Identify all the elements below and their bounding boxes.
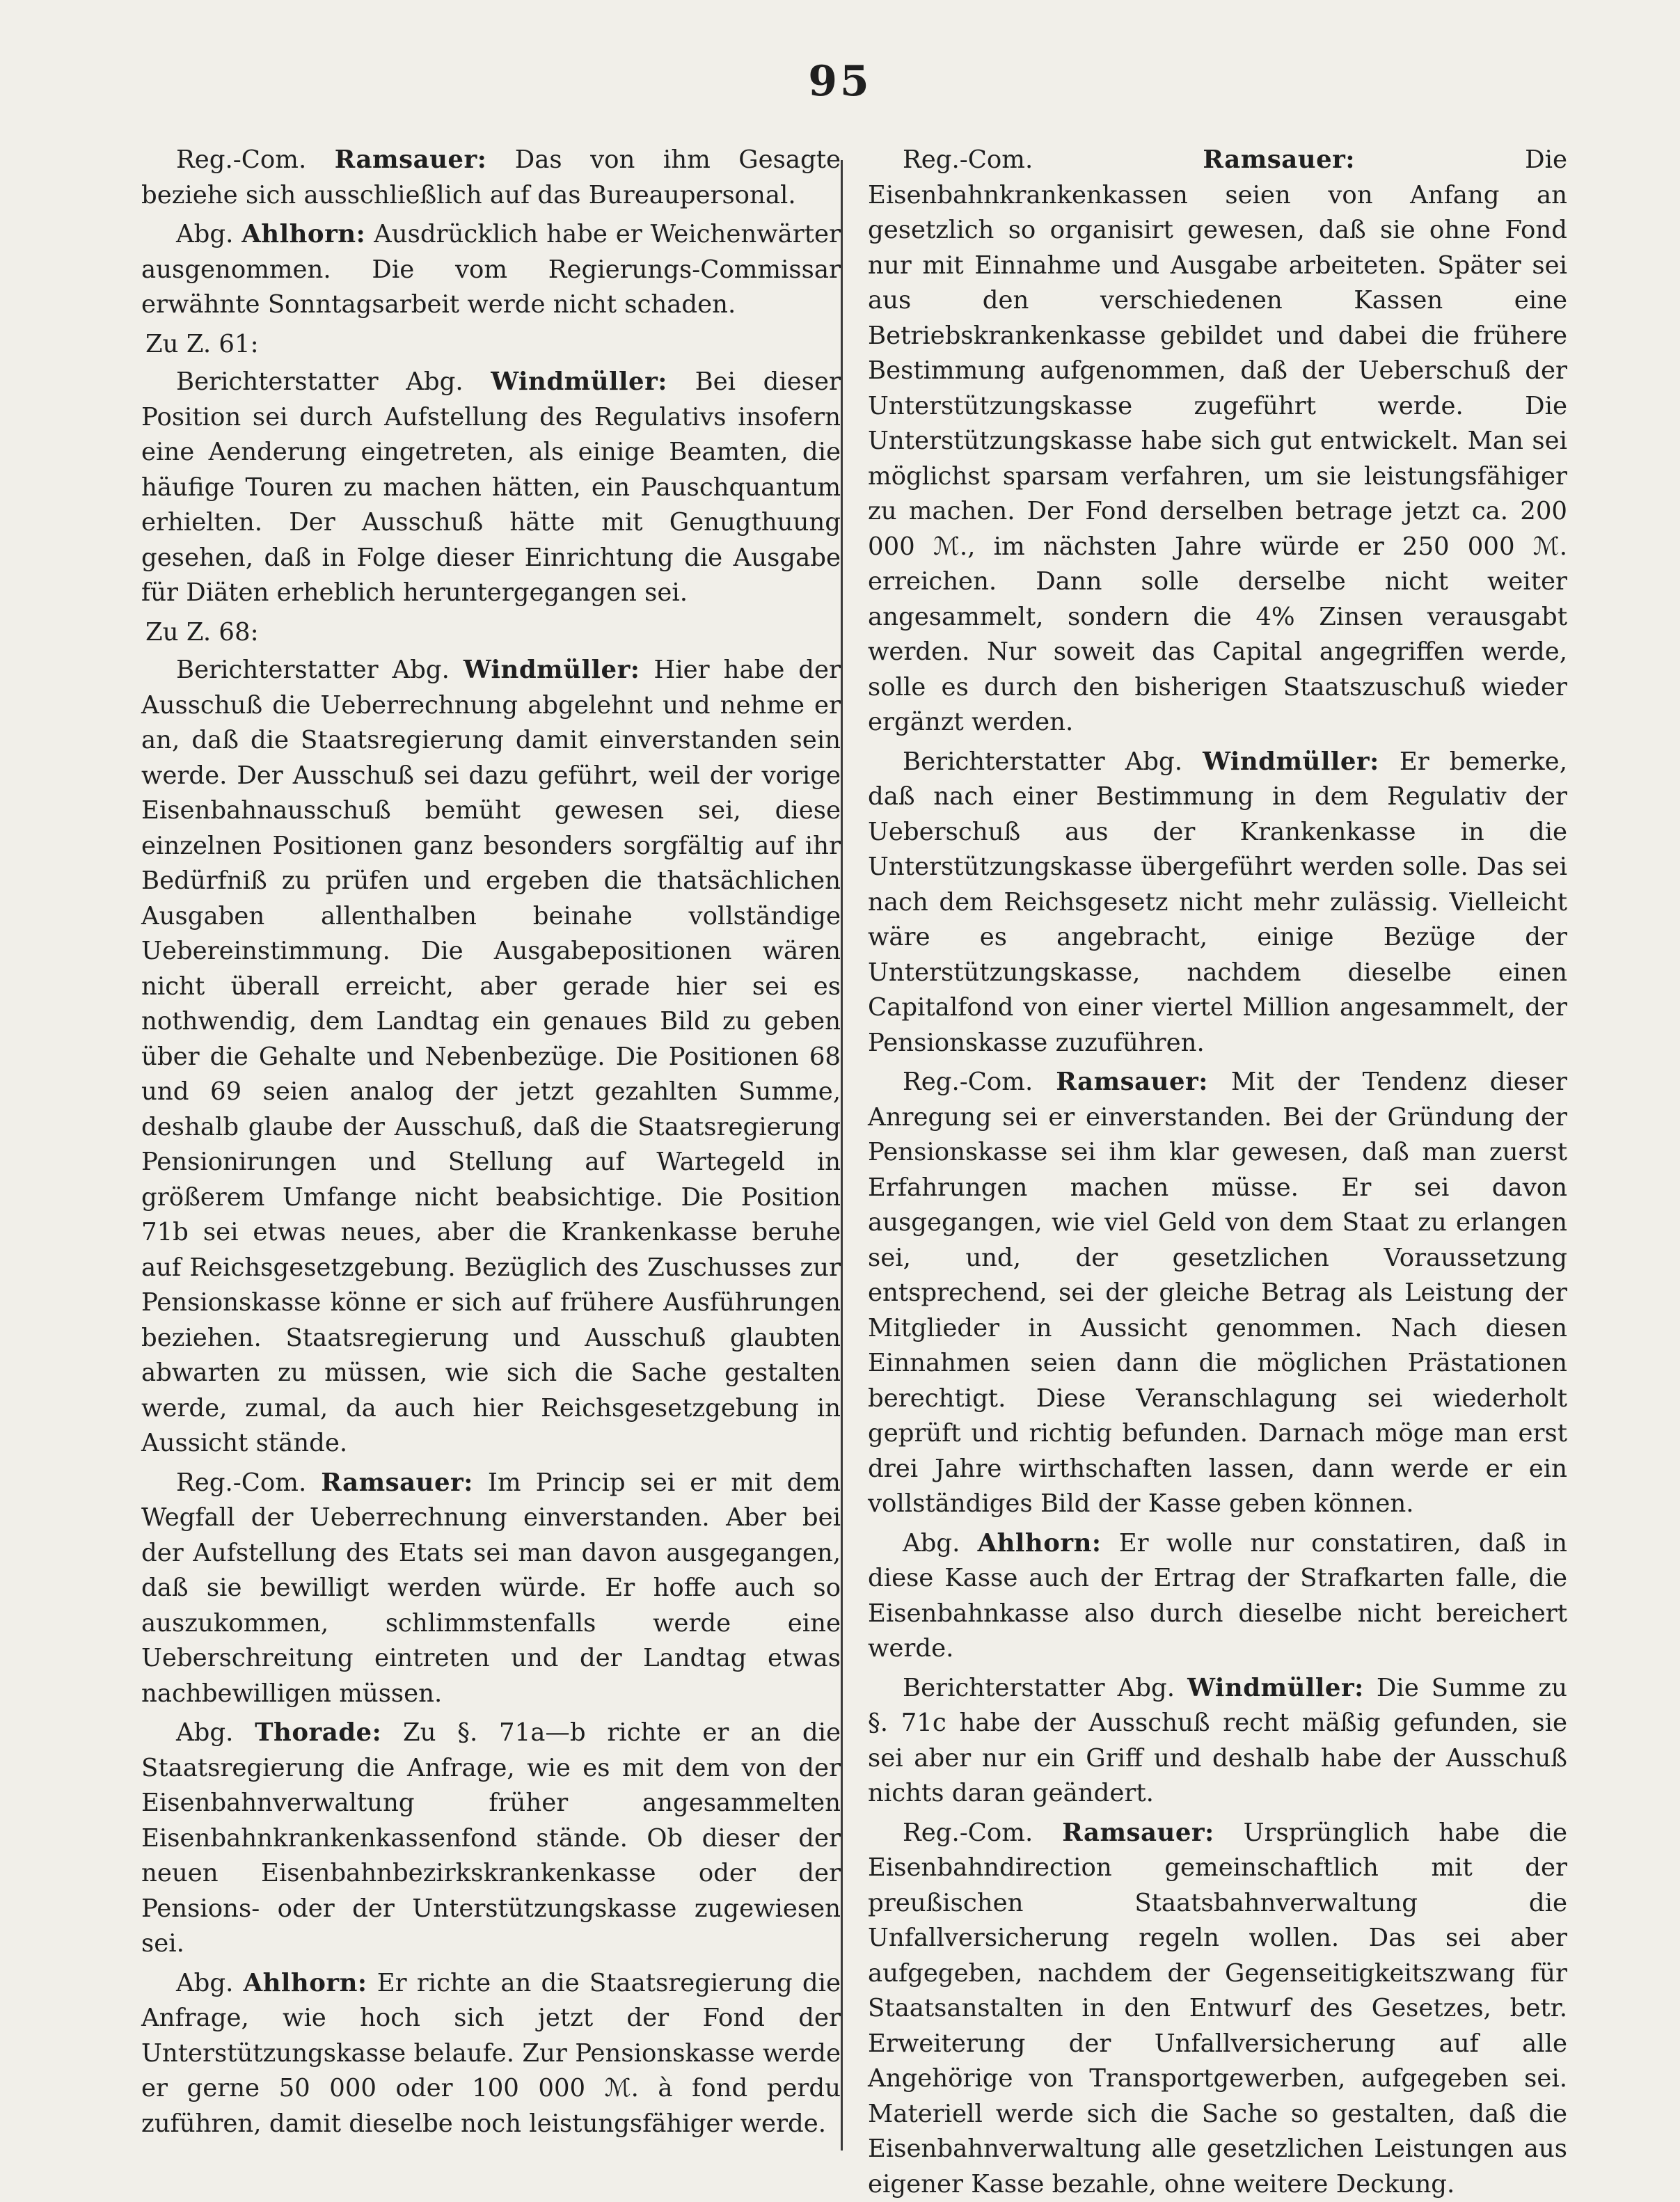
speaker-name: Ramsauer: <box>1056 1068 1208 1096</box>
paragraph <box>141 653 841 1462</box>
paragraph <box>868 1816 1567 2202</box>
section-reference: Zu Z. 61: <box>141 327 841 363</box>
left-column <box>141 143 841 2182</box>
paragraph <box>141 1466 841 1712</box>
paragraph-text: Das von ihm Gesagte beziehe sich ausschließlich auf das Bureaupersonal. <box>141 145 841 209</box>
paragraph-text: Zu §. 71a—b richte er an die Staatsregierung die Anfrage, wie es mit dem von der Eisenbahnverwaltung früher angesammelten Eisenbahnkrankenkassenfond stände. Ob dieser der neuen Eisenbahnbezirkskrankenkasse oder der Pensions- oder der Unterstützungskasse zugewiesen sei. <box>141 1718 841 1958</box>
speaker-name: Thorade: <box>255 1718 381 1747</box>
paragraph <box>141 365 841 611</box>
speaker-title: Berichterstatter Abg. <box>176 367 463 396</box>
speaker-name: Ramsauer: <box>335 145 487 174</box>
paragraph-text: Hier habe der Ausschuß die Ueberrechnung abgelehnt und nehme er an, daß die Staatsregierung damit einverstanden sein werde. Der Ausschuß sei dazu geführt, weil der vorige Eisenbahnausschuß bemüht gewesen sei, diese einzelnen Positionen ganz besonders sorgfältig auf ihr Bedürfniß zu prüfen und ergeben die thatsächlichen Ausgaben allenthalben beinahe vollständige Uebereinstimmung. Die Ausgabepositionen wären nicht überall erreicht, aber gerade hier sei es nothwendig, dem Landtag ein genaues Bild zu geben über die Gehalte und Nebenbezüge. Die Positionen 68 und 69 seien analog der jetzt gezahlten Summe, deshalb glaube der Ausschuß, daß die Staatsregierung Pensionirungen und Stellung auf Wartegeld in größerem Umfange nicht beabsichtige. Die Position 71b sei etwas neues, aber die Krankenkasse beruhe auf Reichsgesetzgebung. Bezüglich des Zuschusses zur Pensionskasse könne er sich auf frühere Ausführungen beziehen. Staatsregierung und Ausschuß glaubten abwarten zu müssen, wie sich die Sache gestalten werde, zumal, da auch hier Reichsgesetzgebung in Aussicht stände. <box>141 656 841 1457</box>
paragraph-text: Die Summe zu §. 71c habe der Ausschuß recht mäßig gefunden, sie sei aber nur ein Griff und deshalb habe der Ausschuß nichts daran geändert. <box>868 1674 1567 1808</box>
paragraph-text: Er wolle nur constatiren, daß in diese Kasse auch der Ertrag der Strafkarten falle, die Eisenbahnkasse also durch dieselbe nicht bereichert werde. <box>868 1529 1567 1663</box>
speaker-name: Ramsauer: <box>321 1468 473 1497</box>
speaker-title: Reg.-Com. <box>903 1819 1033 1847</box>
paragraph-text: Er richte an die Staatsregierung die Anfrage, wie hoch sich jetzt der Fond der Unterstützungskasse belaufe. Zur Pensionskasse werde er gerne 50 000 oder 100 000 ℳ. à fond perdu zuführen, damit dieselbe noch leistungsfähiger werde. <box>141 1969 841 2138</box>
speaker-name: Windmüller: <box>491 367 667 396</box>
speaker-name: Windmüller: <box>1203 747 1379 776</box>
speaker-title: Abg. <box>903 1529 960 1558</box>
paragraph <box>141 1966 841 2142</box>
speaker-title: Reg.-Com. <box>176 1468 306 1497</box>
paragraph <box>141 1716 841 1962</box>
speaker-name: Windmüller: <box>463 656 640 684</box>
speaker-title: Berichterstatter Abg. <box>903 747 1182 776</box>
column-divider <box>841 160 843 2150</box>
paragraph-text: Er bemerke, daß nach einer Bestimmung in dem Regulativ der Ueberschuß aus der Krankenkasse in die Unterstützungskasse übergeführt werden solle. Das sei nach dem Reichsgesetz nicht mehr zulässig. Vielleicht wäre es angebracht, einige Bezüge der Unterstützungskasse, nachdem dieselbe einen Capitalfond von einer viertel Million angesammelt, der Pensionskasse zuzuführen. <box>868 747 1567 1057</box>
paragraph-text: Im Princip sei er mit dem Wegfall der Ueberrechnung einverstanden. Aber bei der Aufstellung des Etats sei man davon ausgegangen, daß sie bewilligt werden würde. Er hoffe auch so auszukommen, schlimmstenfalls werde eine Ueberschreitung eintreten und der Landtag etwas nachbewilligen müssen. <box>141 1468 841 1708</box>
paragraph-text: Mit der Tendenz dieser Anregung sei er einverstanden. Bei der Gründung der Pensionskasse sei ihm klar gewesen, daß man zuerst Erfahrungen machen müsse. Er sei davon ausgegangen, wie viel Geld von dem Staat zu erlangen sei, und, der gesetzlichen Voraussetzung entsprechend, sei der gleiche Betrag als Leistung der Mitglieder in Aussicht genommen. Nach diesen Einnahmen seien dann die möglichen Prästationen berechtigt. Diese Veranschlagung sei wiederholt geprüft und richtig befunden. Darnach möge man erst drei Jahre wirthschaften lassen, dann werde er ein vollständiges Bild der Kasse geben können. <box>868 1068 1567 1518</box>
paragraph <box>141 143 841 213</box>
paragraph-text: Bei dieser Position sei durch Aufstellung des Regulativs insofern eine Aenderung eingetreten, als einige Beamten, die häufige Touren zu machen hätten, ein Pauschquantum erhielten. Der Ausschuß hätte mit Genugthuung gesehen, daß in Folge dieser Einrichtung die Ausgabe für Diäten erheblich heruntergegangen sei. <box>141 367 841 607</box>
speaker-name: Ahlhorn: <box>978 1529 1102 1558</box>
paragraph <box>868 1526 1567 1667</box>
speaker-name: Ramsauer: <box>1062 1819 1214 1847</box>
speaker-title: Reg.-Com. <box>903 145 1033 174</box>
speaker-title: Reg.-Com. <box>903 1068 1033 1096</box>
paragraph <box>141 217 841 323</box>
speaker-title: Berichterstatter Abg. <box>176 656 450 684</box>
right-column <box>868 143 1567 2182</box>
paragraph-text: Die Eisenbahnkrankenkassen seien von Anfang an gesetzlich so organisirt gewesen, daß sie ohne Fond nur mit Einnahme und Ausgabe arbeiteten. Später sei aus den verschiedenen Kassen eine Betriebskrankenkasse gebildet und dabei die frühere Bestimmung aufgenommen, daß der Ueberschuß der Unterstützungskasse zugeführt werde. Die Unterstützungskasse habe sich gut entwickelt. Man sei möglichst sparsam verfahren, um sie leistungsfähiger zu machen. Der Fond derselben betrage jetzt ca. 200 000 ℳ., im nächsten Jahre würde er 250 000 ℳ. erreichen. Dann solle derselbe nicht weiter angesammelt, sondern die 4% Zinsen verausgabt werden. Nur soweit das Capital angegriffen werde, solle es durch den bisherigen Staatszuschuß wieder ergänzt werden. <box>868 145 1567 736</box>
speaker-name: Windmüller: <box>1187 1674 1364 1702</box>
speaker-title: Berichterstatter Abg. <box>903 1674 1175 1702</box>
paragraph <box>868 745 1567 1061</box>
speaker-name: Ramsauer: <box>1203 145 1355 174</box>
speaker-title: Abg. <box>176 220 233 248</box>
speaker-title: Abg. <box>176 1969 233 1997</box>
speaker-name: Ahlhorn: <box>241 220 365 248</box>
speaker-name: Ahlhorn: <box>244 1969 367 1997</box>
paragraph-text: Ursprünglich habe die Eisenbahndirection gemeinschaftlich mit der preußischen Staatsbahnverwaltung die Unfallversicherung regeln wollen. Das sei aber aufgegeben, nachdem der Gegenseitigkeitszwang für Staatsanstalten in den Entwurf des Gesetzes, betr. Erweiterung der Unfallversicherung auf alle Angehörige von Transportgewerben, aufgegeben sei. Materiell werde sich die Sache so gestalten, daß die Eisenbahnverwaltung alle gesetzlichen Leistungen aus eigener Kasse bezahle, ohne weitere Deckung. <box>868 1819 1567 2199</box>
paragraph <box>868 1671 1567 1812</box>
speaker-title: Reg.-Com. <box>176 145 306 174</box>
paragraph <box>868 143 1567 740</box>
paragraph-text: Ausdrücklich habe er Weichenwärter ausgenommen. Die vom Regierungs-Commissar erwähnte Sonntagsarbeit werde nicht schaden. <box>141 220 841 319</box>
section-reference: Zu Z. 68: <box>141 615 841 651</box>
paragraph <box>868 1065 1567 1522</box>
speaker-title: Abg. <box>176 1718 233 1747</box>
page-number: 95 <box>0 57 1680 106</box>
